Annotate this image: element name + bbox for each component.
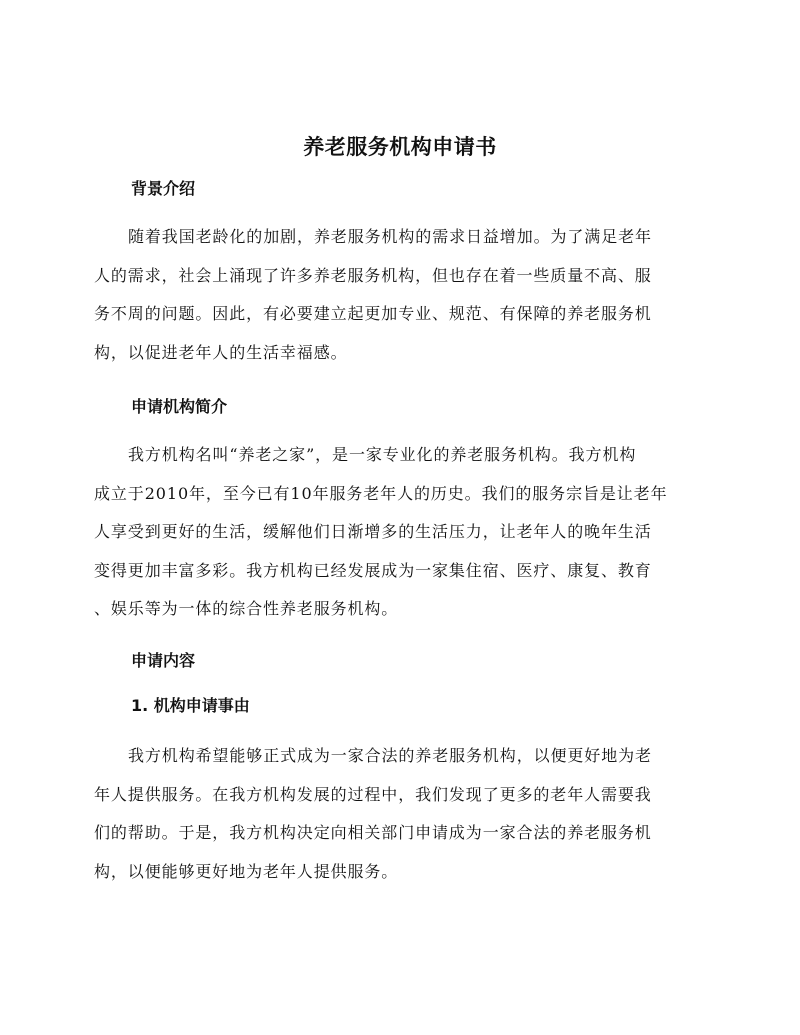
paragraph-line: 我方机构希望能够正式成为一家合法的养老服务机构，以便更好地为老	[128, 746, 652, 765]
paragraph-line: 构，以促进老年人的生活幸福感。	[94, 342, 348, 362]
paragraph-line: 们的帮助。于是，我方机构决定向相关部门申请成为一家合法的养老服务机	[94, 823, 652, 842]
paragraph-line: 、娱乐等为一体的综合性养老服务机构。	[94, 599, 399, 618]
section-heading-reason: 1. 机构申请事由	[131, 696, 250, 715]
paragraph-line: 务不周的问题。因此，有必要建立起更加专业、规范、有保障的养老服务机	[94, 304, 652, 323]
paragraph-line: 我方机构名叫“养老之家”，是一家专业化的养老服务机构。我方机构	[128, 445, 637, 464]
paragraph-line: 随着我国老龄化的加剧，养老服务机构的需求日益增加。为了满足老年	[128, 227, 652, 246]
section-heading-background: 背景介绍	[131, 179, 196, 198]
paragraph-line: 人享受到更好的生活，缓解他们日渐增多的生活压力，让老年人的晚年生活	[94, 522, 652, 541]
paragraph-reason	[94, 737, 699, 891]
section-heading-content: 申请内容	[131, 651, 196, 670]
paragraph-line: 人的需求，社会上涌现了许多养老服务机构，但也存在着一些质量不高、服	[94, 265, 652, 285]
document-title: 养老服务机构申请书	[303, 135, 497, 159]
paragraph-line: 年人提供服务。在我方机构发展的过程中，我们发现了更多的老年人需要我	[94, 784, 652, 804]
paragraph-background	[94, 218, 699, 372]
paragraph-line: 变得更加丰富多彩。我方机构已经发展成为一家集住宿、医疗、康复、教育	[94, 560, 652, 580]
paragraph-line: 成立于2010年，至今已有10年服务老年人的历史。我们的服务宗旨是让老年	[94, 483, 668, 503]
section-heading-intro: 申请机构简介	[131, 397, 228, 416]
paragraph-line: 构，以便能够更好地为老年人提供服务。	[94, 861, 399, 881]
paragraph-intro	[94, 436, 699, 629]
